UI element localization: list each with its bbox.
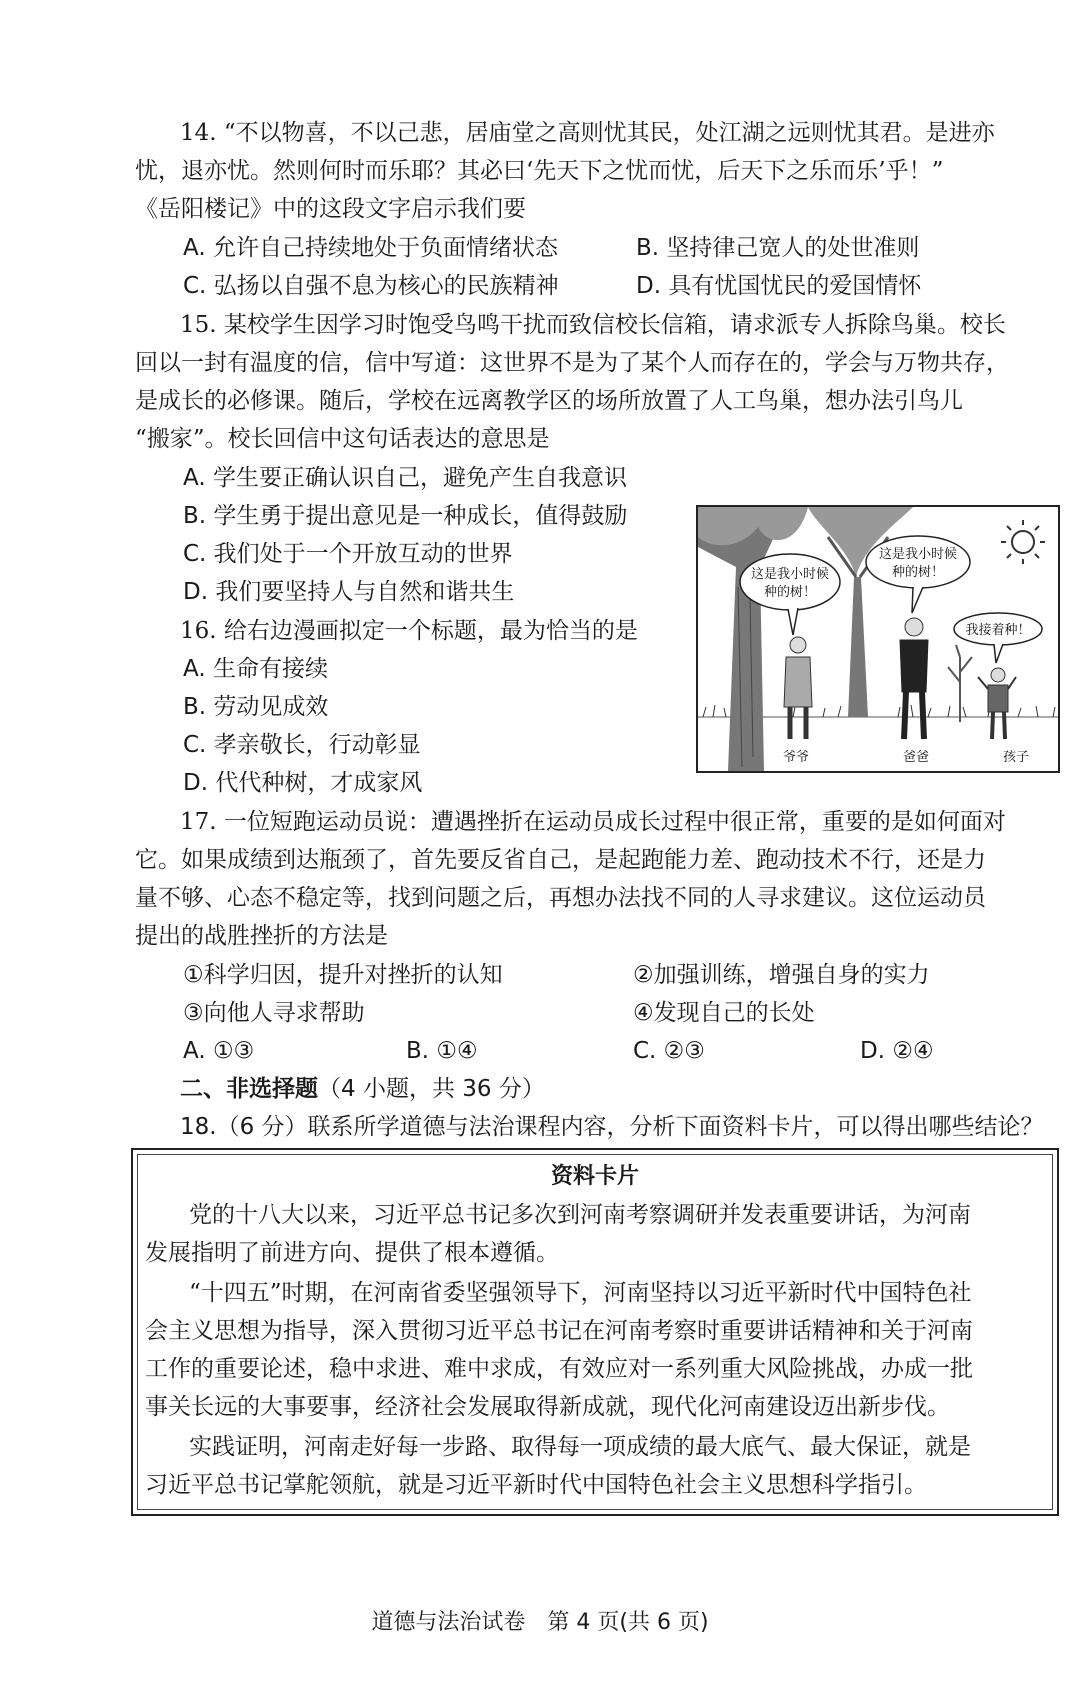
label-child: 孩子 <box>1002 750 1030 765</box>
q17-item-2: ②加强训练，增强自身的实力 <box>633 962 930 988</box>
q17-option-d: D. ②④ <box>860 1038 934 1064</box>
q17-line-4: 提出的战胜挫折的方法是 <box>135 923 388 949</box>
bubble-father-line-2: 种的树！ <box>891 565 945 580</box>
q17-line-1: 17. 一位短跑运动员说：遭遇挫折在运动员成长过程中很正常，重要的是如何面对 <box>180 809 1006 835</box>
q16-option-c: C. 孝亲敬长，行动彰显 <box>183 732 421 758</box>
q14-line-2: 忧，退亦忧。然则何时而乐耶？其必曰‘先天下之忧而忧，后天下之乐而乐’乎！” <box>135 158 944 184</box>
q17-option-b: B. ①④ <box>406 1038 478 1064</box>
bubble-grandpa-line-2: 种的树！ <box>763 585 817 600</box>
card-line-5: 工作的重要论述，稳中求进、难中求成，有效应对一系列重大风险挑战，办成一批 <box>145 1356 973 1382</box>
card-line-2: 发展指明了前进方向、提供了根本遵循。 <box>145 1240 559 1266</box>
sun-icon <box>1001 520 1045 564</box>
q18-stem: 18.（6 分）联系所学道德与法治课程内容，分析下面资料卡片，可以得出哪些结论？ <box>180 1114 1044 1140</box>
q15-line-4: “搬家”。校长回信中这句话表达的意思是 <box>135 426 550 452</box>
grandpa-figure-icon <box>784 637 812 739</box>
q14-option-d: D. 具有忧国忧民的爱国情怀 <box>636 273 922 299</box>
card-line-6: 事关长远的大事要事，经济社会发展取得新成就，现代化河南建设迈出新步伐。 <box>145 1394 950 1420</box>
q16-option-d: D. 代代种树，才成家风 <box>183 770 423 796</box>
bubble-child: 我接着种！ <box>965 623 1031 638</box>
section-heading <box>180 1074 545 1104</box>
card-line-3: “十四五”时期，在河南省委坚强领导下，河南坚持以习近平新时代中国特色社 <box>189 1280 972 1306</box>
q17-line-3: 量不够、心态不稳定等，找到问题之后，再想办法找不同的人寻求建议。这位运动员 <box>135 885 986 911</box>
q15-option-d: D. 我们要坚持人与自然和谐共生 <box>183 579 515 605</box>
card-line-8: 习近平总书记掌舵领航，就是习近平新时代中国特色社会主义思想科学指引。 <box>145 1472 927 1498</box>
page-footer: 道德与法治试卷 第 4 页(共 6 页) <box>371 1610 709 1635</box>
q14-option-b: B. 坚持律己宽人的处世准则 <box>636 235 920 261</box>
cartoon-panel <box>696 505 1060 773</box>
card-line-4: 会主义思想为指导，深入贯彻习近平总书记在河南考察时重要讲话精神和关于河南 <box>145 1318 973 1344</box>
q14-line-1: 14. “不以物喜，不以己悲，居庙堂之高则忧其民，处江湖之远则忧其君。是进亦 <box>180 120 995 146</box>
section-title: 二、非选择题 <box>180 1076 318 1102</box>
q16-option-a: A. 生命有接续 <box>183 656 328 682</box>
card-line-1: 党的十八大以来，习近平总书记多次到河南考察调研并发表重要讲话，为河南 <box>189 1202 971 1228</box>
q17-option-a: A. ①③ <box>183 1038 255 1064</box>
cartoon-illustration <box>698 507 1058 771</box>
q17-item-3: ③向他人寻求帮助 <box>183 1000 365 1026</box>
father-figure-icon <box>900 618 928 739</box>
q14-option-c: C. 弘扬以自强不息为核心的民族精神 <box>183 273 559 299</box>
q15-option-a: A. 学生要正确认识自己，避免产生自我意识 <box>183 465 627 491</box>
q15-option-c: C. 我们处于一个开放互动的世界 <box>183 541 513 567</box>
section-note: （4 小题，共 36 分） <box>318 1076 545 1102</box>
bubble-grandpa-line-1: 这是我小时候 <box>750 567 830 582</box>
bubble-father-line-1: 这是我小时候 <box>878 547 958 562</box>
child-figure-icon <box>978 668 1016 739</box>
q17-option-c: C. ②③ <box>633 1038 705 1064</box>
q17-line-2: 它。如果成绩到达瓶颈了，首先要反省自己，是起跑能力差、跑动技术不行，还是力 <box>135 847 986 873</box>
q15-line-1: 15. 某校学生因学习时饱受鸟鸣干扰而致信校长信箱，请求派专人拆除鸟巢。校长 <box>180 312 1006 338</box>
q15-line-3: 是成长的必修课。随后，学校在远离教学区的场所放置了人工鸟巢，想办法引鸟儿 <box>135 388 963 414</box>
material-card <box>131 1148 1059 1516</box>
q17-item-4: ④发现自己的长处 <box>633 1000 815 1026</box>
label-father: 爸爸 <box>902 750 930 765</box>
q15-option-b: B. 学生勇于提出意见是一种成长，值得鼓励 <box>183 503 628 529</box>
label-grandpa: 爷爷 <box>782 750 810 765</box>
q14-option-a: A. 允许自己持续地处于负面情绪状态 <box>183 235 558 261</box>
q14-line-3: 《岳阳楼记》中的这段文字启示我们要 <box>135 196 526 222</box>
q16-stem: 16. 给右边漫画拟定一个标题，最为恰当的是 <box>180 618 638 644</box>
card-line-7: 实践证明，河南走好每一步路、取得每一项成绩的最大底气、最大保证，就是 <box>189 1434 971 1460</box>
q15-line-2: 回以一封有温度的信，信中写道：这世界不是为了某个人而存在的，学会与万物共存， <box>135 350 1009 376</box>
sapling-icon <box>948 645 972 722</box>
card-title: 资料卡片 <box>550 1164 639 1189</box>
q16-option-b: B. 劳动见成效 <box>183 694 329 720</box>
q17-item-1: ①科学归因，提升对挫折的认知 <box>183 962 503 988</box>
